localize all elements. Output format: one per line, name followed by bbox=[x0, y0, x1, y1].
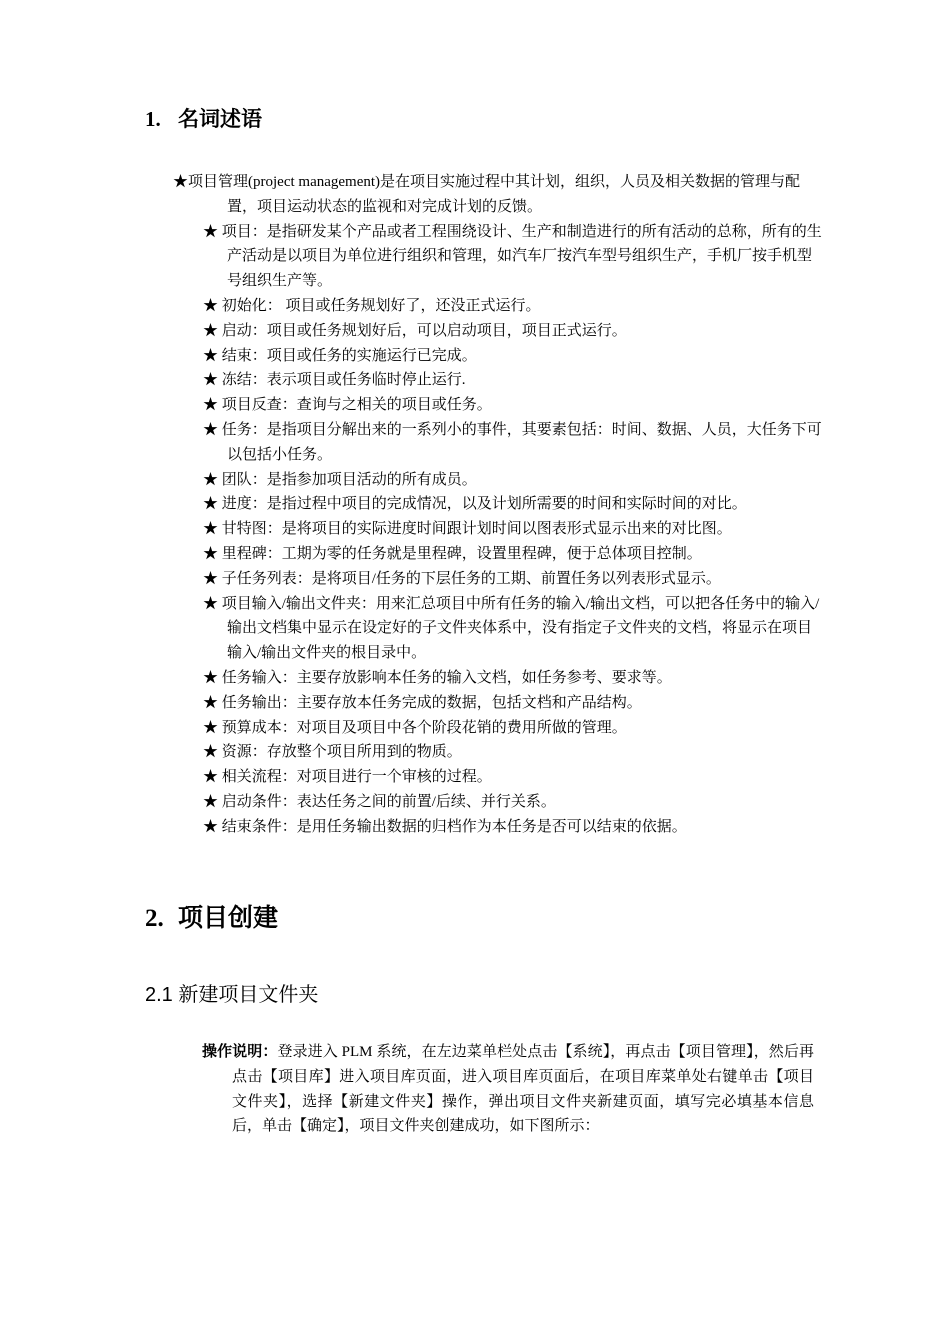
glossary-text: 结束：项目或任务的实施运行已完成。 bbox=[218, 347, 477, 364]
star-icon: ★ bbox=[203, 719, 219, 736]
operation-label: 操作说明： bbox=[202, 1044, 278, 1060]
glossary-text: 冻结：表示项目或任务临时停止运行. bbox=[218, 372, 466, 389]
glossary-item bbox=[173, 790, 823, 815]
glossary-text: 任务输出：主要存放本任务完成的数据，包括文档和产品结构。 bbox=[218, 694, 642, 711]
star-icon: ★ bbox=[203, 322, 219, 339]
glossary-text: 启动：项目或任务规划好后，可以启动项目，项目正式运行。 bbox=[218, 322, 627, 339]
glossary-text: 团队：是指参加项目活动的所有成员。 bbox=[218, 471, 477, 488]
section-heading-project-creation bbox=[145, 901, 278, 937]
glossary-text: 子任务列表：是将项目/任务的下层任务的工期、前置任务以列表形式显示。 bbox=[218, 570, 721, 587]
star-icon: ★ bbox=[203, 595, 219, 612]
glossary-item bbox=[173, 666, 823, 691]
glossary-item bbox=[173, 716, 823, 741]
glossary-item bbox=[173, 765, 823, 790]
glossary-item bbox=[173, 492, 823, 517]
star-icon: ★ bbox=[203, 769, 219, 786]
glossary-item bbox=[173, 740, 823, 765]
glossary-text: 任务：是指项目分解出来的一系列小的事件，其要素包括：时间、数据、人员，大任务下可以包括小任务。 bbox=[218, 421, 822, 463]
glossary-text: 项目反查：查询与之相关的项目或任务。 bbox=[218, 397, 492, 414]
glossary-item bbox=[173, 368, 823, 393]
glossary-text: 相关流程：对项目进行一个审核的过程。 bbox=[218, 769, 492, 786]
star-icon: ★ bbox=[203, 421, 219, 438]
glossary-item bbox=[173, 567, 823, 592]
subsection-heading-new-folder: 2.1 新建项目文件夹 bbox=[145, 984, 319, 1006]
star-icon: ★ bbox=[203, 471, 219, 488]
star-icon: ★ bbox=[203, 397, 219, 414]
glossary-item bbox=[173, 170, 823, 220]
glossary-text: 结束条件：是用任务输出数据的归档作为本任务是否可以结束的依据。 bbox=[218, 818, 687, 835]
glossary-item bbox=[173, 220, 823, 294]
star-icon: ★ bbox=[203, 521, 219, 538]
star-icon: ★ bbox=[203, 694, 219, 711]
glossary-text: 甘特图：是将项目的实际进度时间跟计划时间以图表形式显示出来的对比图。 bbox=[218, 521, 732, 538]
glossary-item bbox=[173, 691, 823, 716]
glossary-text: 项目：是指研发某个产品或者工程围绕设计、生产和制造进行的所有活动的总称，所有的生产活动是以项目为单位进行组织和管理，如汽车厂按汽车型号组织生产，手机厂按手机型号组织生产等。 bbox=[218, 223, 822, 290]
glossary-item bbox=[173, 815, 823, 840]
glossary-text: 资源：存放整个项目所用到的物质。 bbox=[218, 744, 462, 761]
star-icon: ★ bbox=[203, 818, 219, 835]
glossary-text: 任务输入：主要存放影响本任务的输入文档，如任务参考、要求等。 bbox=[218, 669, 672, 686]
glossary-list bbox=[173, 170, 823, 840]
section-heading-glossary bbox=[145, 104, 262, 134]
glossary-item bbox=[173, 517, 823, 542]
star-icon: ★ bbox=[203, 347, 219, 364]
glossary-text: 项目管理(project management)是在项目实施过程中其计划，组织，人员及相关数据的管理与配置，项目运动状态的监视和对完成计划的反馈。 bbox=[188, 174, 801, 215]
glossary-item bbox=[173, 418, 823, 468]
star-icon: ★ bbox=[203, 297, 219, 314]
section-number: 2. bbox=[145, 905, 164, 932]
star-icon: ★ bbox=[203, 570, 219, 587]
section-number: 1. bbox=[145, 107, 161, 131]
glossary-item bbox=[173, 344, 823, 369]
section-title: 项目创建 bbox=[178, 905, 279, 932]
glossary-text: 预算成本：对项目及项目中各个阶段花销的费用所做的管理。 bbox=[218, 719, 627, 736]
operation-description bbox=[202, 1040, 814, 1139]
star-icon: ★ bbox=[173, 174, 189, 190]
star-icon: ★ bbox=[203, 669, 219, 686]
glossary-item bbox=[173, 294, 823, 319]
glossary-text: 里程碑：工期为零的任务就是里程碑，设置里程碑，便于总体项目控制。 bbox=[218, 545, 702, 562]
glossary-item bbox=[173, 319, 823, 344]
star-icon: ★ bbox=[203, 545, 219, 562]
glossary-text: 启动条件：表达任务之间的前置/后续、并行关系。 bbox=[218, 793, 556, 810]
star-icon: ★ bbox=[203, 372, 219, 389]
operation-text: 登录进入 PLM 系统，在左边菜单栏处点击【系统】，再点击【项目管理】，然后再点击【项目库】进入项目库页面，进入项目库页面后，在项目库菜单处右键单击【项目文件夹】，选择【新建文件夹】操作，弹出项目文件夹新建页面，填写完必填基本信息后，单击【确定】，项目文件夹创建成功，如下图所示： bbox=[232, 1044, 814, 1135]
star-icon: ★ bbox=[203, 496, 219, 513]
glossary-item bbox=[173, 542, 823, 567]
star-icon: ★ bbox=[203, 744, 219, 761]
glossary-item bbox=[173, 393, 823, 418]
glossary-text: 初始化： 项目或任务规划好了，还没正式运行。 bbox=[218, 297, 541, 314]
section-title: 名词述语 bbox=[178, 107, 262, 131]
glossary-item bbox=[173, 468, 823, 493]
star-icon: ★ bbox=[203, 793, 219, 810]
glossary-item bbox=[173, 592, 823, 666]
star-icon: ★ bbox=[203, 223, 219, 240]
glossary-text: 进度：是指过程中项目的完成情况，以及计划所需要的时间和实际时间的对比。 bbox=[218, 496, 747, 513]
glossary-text: 项目输入/输出文件夹：用来汇总项目中所有任务的输入/输出文档，可以把各任务中的输入/输出文档集中显示在设定好的子文件夹体系中，没有指定子文件夹的文档，将显示在项目输入/输出文件夹的根目录中。 bbox=[218, 595, 820, 662]
